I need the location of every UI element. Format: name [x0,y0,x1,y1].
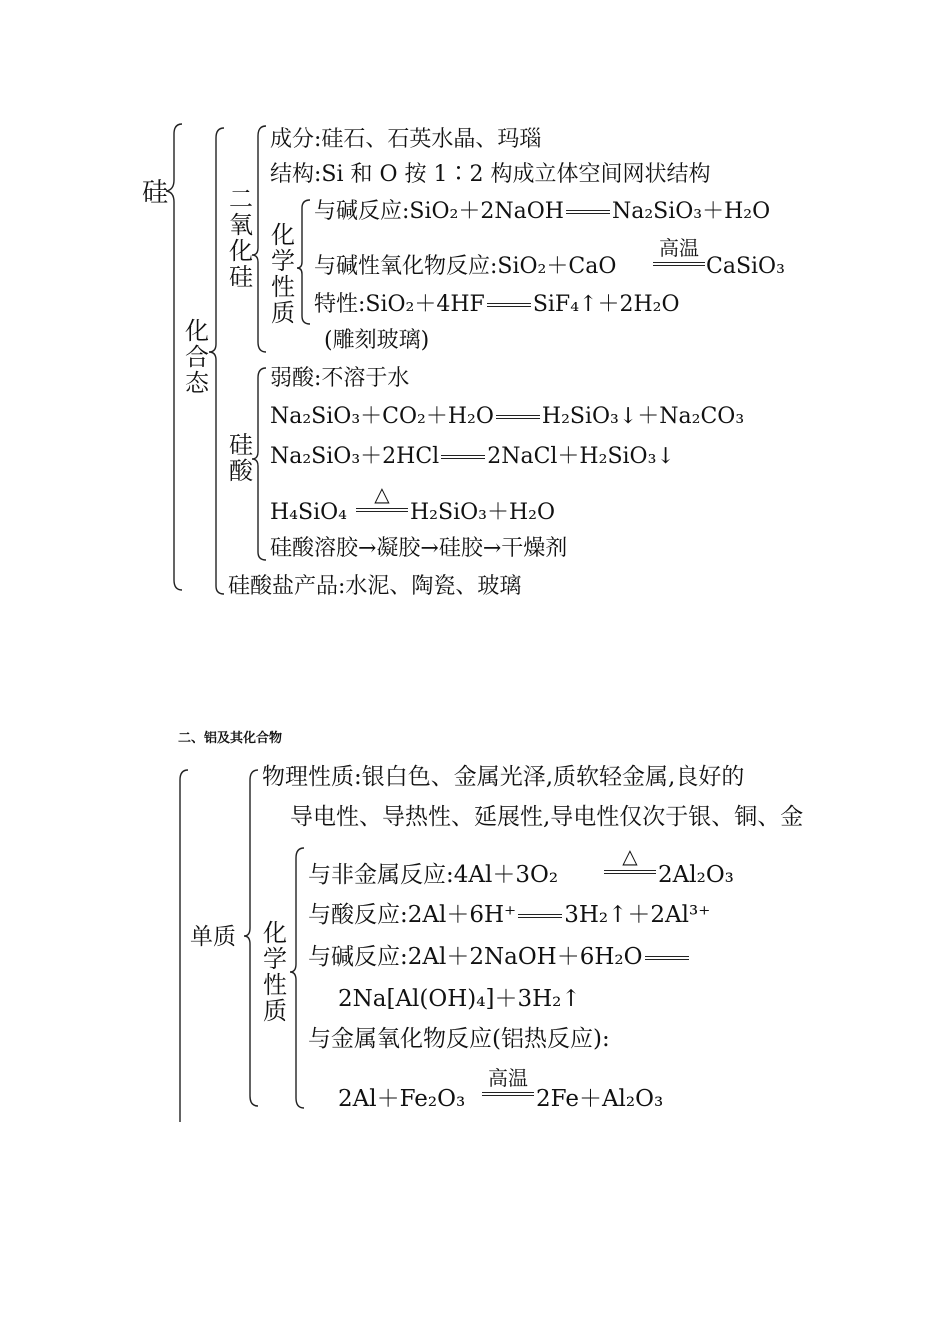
condition-text: △ [622,844,638,868]
sio2-special-note: (雕刻玻璃) [324,328,430,353]
equals-sign [482,1092,534,1096]
silicic-rxn3-condition [356,484,408,512]
sio2-with-basic-oxide-left: 与碱性氧化物反应:SiO₂＋CaO [314,254,617,279]
rxn1-left: Na₂SiO₃＋CO₂＋H₂O [270,404,494,429]
aluminum-nonmetal-condition [604,846,656,874]
condition-text: △ [374,482,390,506]
sio2-with-basic-oxide [314,254,616,280]
sio2-chem-label-text: 化学性质 [271,221,295,327]
silicic-rxn1 [270,404,744,430]
silicic-rxn3-left: H₄SiO₄ [270,500,347,525]
sio2-composition: 成分:硅石、石英水晶、玛瑙 [270,127,542,152]
sio2-with-base [314,199,770,225]
equals-sign [356,508,408,512]
thermite-condition [482,1068,534,1096]
sio2-with-base-left: 与碱反应:SiO₂＋2NaOH [314,199,564,224]
silicon-root-label: 硅 [142,178,169,208]
equals-sign [566,210,610,214]
aluminum-base [308,944,691,971]
silicic-gel-chain: 硅酸溶胶→凝胶→硅胶→干燥剂 [270,536,568,561]
equals-sign [604,870,656,874]
equals-sign [487,303,531,307]
silicic-rxn3-right: H₂SiO₃＋H₂O [410,500,556,525]
aluminum-oxide: 与金属氧化物反应(铝热反应): [308,1026,610,1052]
silicic-rxn2 [270,444,675,470]
base-left: 与碱反应:2Al＋2NaOH＋6H₂O [308,944,643,970]
equals-sign [496,415,540,419]
aluminum-nonmetal-right: 2Al₂O₃ [658,862,734,888]
section-heading-aluminum: 二、铝及其化合物 [178,731,283,746]
sio2-label-text: 二氧化硅 [229,185,253,291]
silicate-products: 硅酸盐产品:水泥、陶瓷、玻璃 [228,574,522,599]
condition-text: 高温 [488,1066,528,1090]
aluminum-physical-line2: 导电性、导热性、延展性,导电性仅次于银、铜、金 [290,804,804,830]
rxn2-left: Na₂SiO₃＋2HCl [270,444,440,469]
sio2-basic-oxide-condition [653,238,705,266]
sio2-special-left: 特性:SiO₂＋4HF [314,292,485,317]
sio2-special [314,292,680,318]
aluminum-element-label: 单质 [190,924,236,950]
compound-state-text: 化合态 [185,317,209,397]
sio2-label [228,186,256,290]
silicic-weak-acid: 弱酸:不溶于水 [270,366,410,391]
sio2-special-right: SiF₄↑＋2H₂O [532,292,680,317]
aluminum-chem-label-text: 化学性质 [263,919,287,1025]
acid-left: 与酸反应:2Al＋6H⁺ [308,902,517,928]
aluminum-physical-line1: 物理性质:银白色、金属光泽,质软轻金属,良好的 [262,764,745,790]
sio2-chem-label [270,222,298,326]
rxn1-right: H₂SiO₃↓＋Na₂CO₃ [541,404,745,429]
sio2-with-basic-oxide-right: CaSiO₃ [706,254,785,279]
rxn2-right: 2NaCl＋H₂SiO₃↓ [487,444,675,469]
silicic-acid-label-text: 硅酸 [229,431,253,485]
equals-sign [518,914,562,918]
equals-sign [441,455,485,459]
aluminum-nonmetal-left: 与非金属反应:4Al＋3O₂ [308,862,559,888]
condition-text: 高温 [659,236,699,260]
compound-state-label [184,318,212,396]
sio2-structure: 结构:Si 和 O 按 1∶2 构成立体空间网状结构 [270,162,711,187]
aluminum-base-product: 2Na[Al(OH)₄]＋3H₂↑ [338,986,581,1012]
aluminum-acid [308,902,710,929]
silicic-acid-label [228,432,256,484]
equals-sign [653,262,705,266]
acid-right: 3H₂↑＋2Al³⁺ [564,902,711,928]
thermite-right: 2Fe＋Al₂O₃ [536,1086,664,1112]
equals-sign [645,956,689,960]
sio2-with-base-right: Na₂SiO₃＋H₂O [611,199,771,224]
thermite-left: 2Al＋Fe₂O₃ [338,1086,466,1112]
aluminum-chem-label [262,920,290,1024]
